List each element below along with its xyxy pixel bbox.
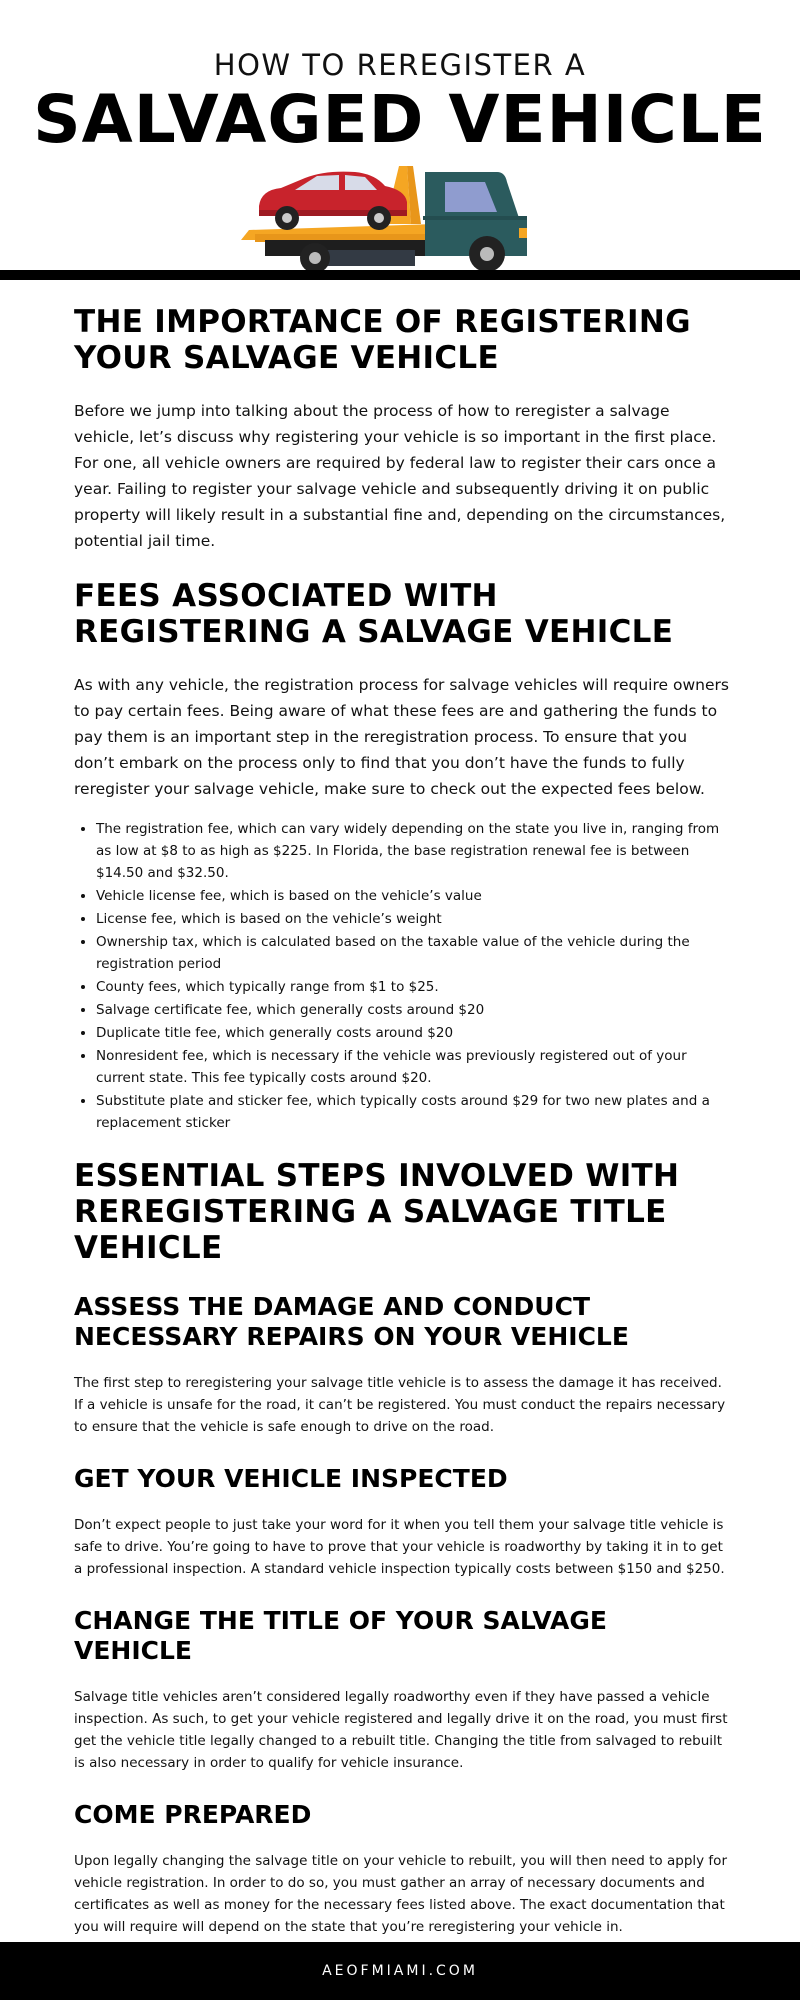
article-body <box>74 280 729 1948</box>
list-item: • Substitute plate and sticker fee, which typically costs around $29 for two new plates and a replacement sticker <box>96 1090 729 1134</box>
subsection-text-title-change: Salvage title vehicles aren’t considered legally roadworthy even if they have passed a vehicle inspection. As such, to get your vehicle registered and legally drive it on the road, you must first get the vehicle title legally changed to a rebuilt title. Changing the title from salvaged to rebuilt is also necessary in order to qualify for vehicle insurance. <box>74 1689 728 1771</box>
list-item: • County fees, which typically range from $1 to $25. <box>96 976 729 998</box>
page-title: SALVAGED VEHICLE <box>33 81 767 158</box>
footer-site-link[interactable]: AEOFMIAMI.COM <box>322 1963 478 1979</box>
section-text-fees: As with any vehicle, the registration process for salvage vehicles will require owners to pay certain fees. Being aware of what these fees are and gathering the funds to pay them is an important step in the reregistration process. To ensure that you don’t embark on the process only to find that you don’t have the funds to fully reregister your salvage vehicle, make sure to check out the expected fees below. <box>74 676 729 798</box>
header <box>0 0 800 270</box>
section-text-importance: Before we jump into talking about the process of how to reregister a salvage vehicle, let’s discuss why registering your vehicle is so important in the first place. For one, all vehicle owners are required by federal law to register their cars once a year. Failing to register your salvage vehicle and subsequently driving it on public property will likely result in a substantial fine and, depending on the circumstances, potential jail time. <box>74 402 726 550</box>
list-item: • Vehicle license fee, which is based on the vehicle’s value <box>96 885 729 907</box>
subsection-heading-prepared: COME PREPARED <box>74 1800 312 1829</box>
list-item: • Duplicate title fee, which generally costs around $20 <box>96 1022 729 1044</box>
section-heading-importance: THE IMPORTANCE OF REGISTERING YOUR SALVAGE VEHICLE <box>74 304 691 376</box>
tow-truck-icon <box>235 160 565 278</box>
page-subtitle: HOW TO REREGISTER A <box>213 48 587 82</box>
subsection-heading-title-change: CHANGE THE TITLE OF YOUR SALVAGE VEHICLE <box>74 1606 607 1665</box>
list-item: • Ownership tax, which is calculated based on the taxable value of the vehicle during the registration period <box>96 931 729 975</box>
subsection-text-prepared: Upon legally changing the salvage title on your vehicle to rebuilt, you will then need to apply for vehicle registration. In order to do so, you must gather an array of necessary documents and certificates as well as money for the necessary fees listed above. The exact documentation that you will require will depend on the state that you’re reregistering your vehicle in. <box>74 1853 727 1935</box>
header-divider <box>0 270 800 280</box>
list-item: • Nonresident fee, which is necessary if the vehicle was previously registered out of your current state. This fee typically costs around $20. <box>96 1045 729 1089</box>
list-item: • License fee, which is based on the vehicle’s weight <box>96 908 729 930</box>
list-item: • Salvage certificate fee, which generally costs around $20 <box>96 999 729 1021</box>
subsection-heading-inspect: GET YOUR VEHICLE INSPECTED <box>74 1464 508 1493</box>
list-item: • The registration fee, which can vary widely depending on the state you live in, ranging from as low at $8 to as high as $225. In Florida, the base registration renewal fee is between $14.50 and $32.50. <box>96 818 729 884</box>
subsection-text-assess: The first step to reregistering your salvage title vehicle is to assess the damage it has received. If a vehicle is unsafe for the road, it can’t be registered. You must conduct the repairs necessary to ensure that the vehicle is safe enough to drive on the road. <box>74 1375 726 1435</box>
fees-list <box>74 818 729 1134</box>
section-heading-steps: ESSENTIAL STEPS INVOLVED WITH REREGISTERING A SALVAGE TITLE VEHICLE <box>74 1158 680 1266</box>
section-heading-fees: FEES ASSOCIATED WITH REGISTERING A SALVAGE VEHICLE <box>74 578 674 650</box>
footer <box>0 1942 800 2000</box>
subsection-heading-assess: ASSESS THE DAMAGE AND CONDUCT NECESSARY REPAIRS ON YOUR VEHICLE <box>74 1292 629 1351</box>
subsection-text-inspect: Don’t expect people to just take your word for it when you tell them your salvage title vehicle is safe to drive. You’re going to have to prove that your vehicle is roadworthy by taking it in to get a professional inspection. A standard vehicle inspection typically costs between $150 and $250. <box>74 1517 725 1577</box>
